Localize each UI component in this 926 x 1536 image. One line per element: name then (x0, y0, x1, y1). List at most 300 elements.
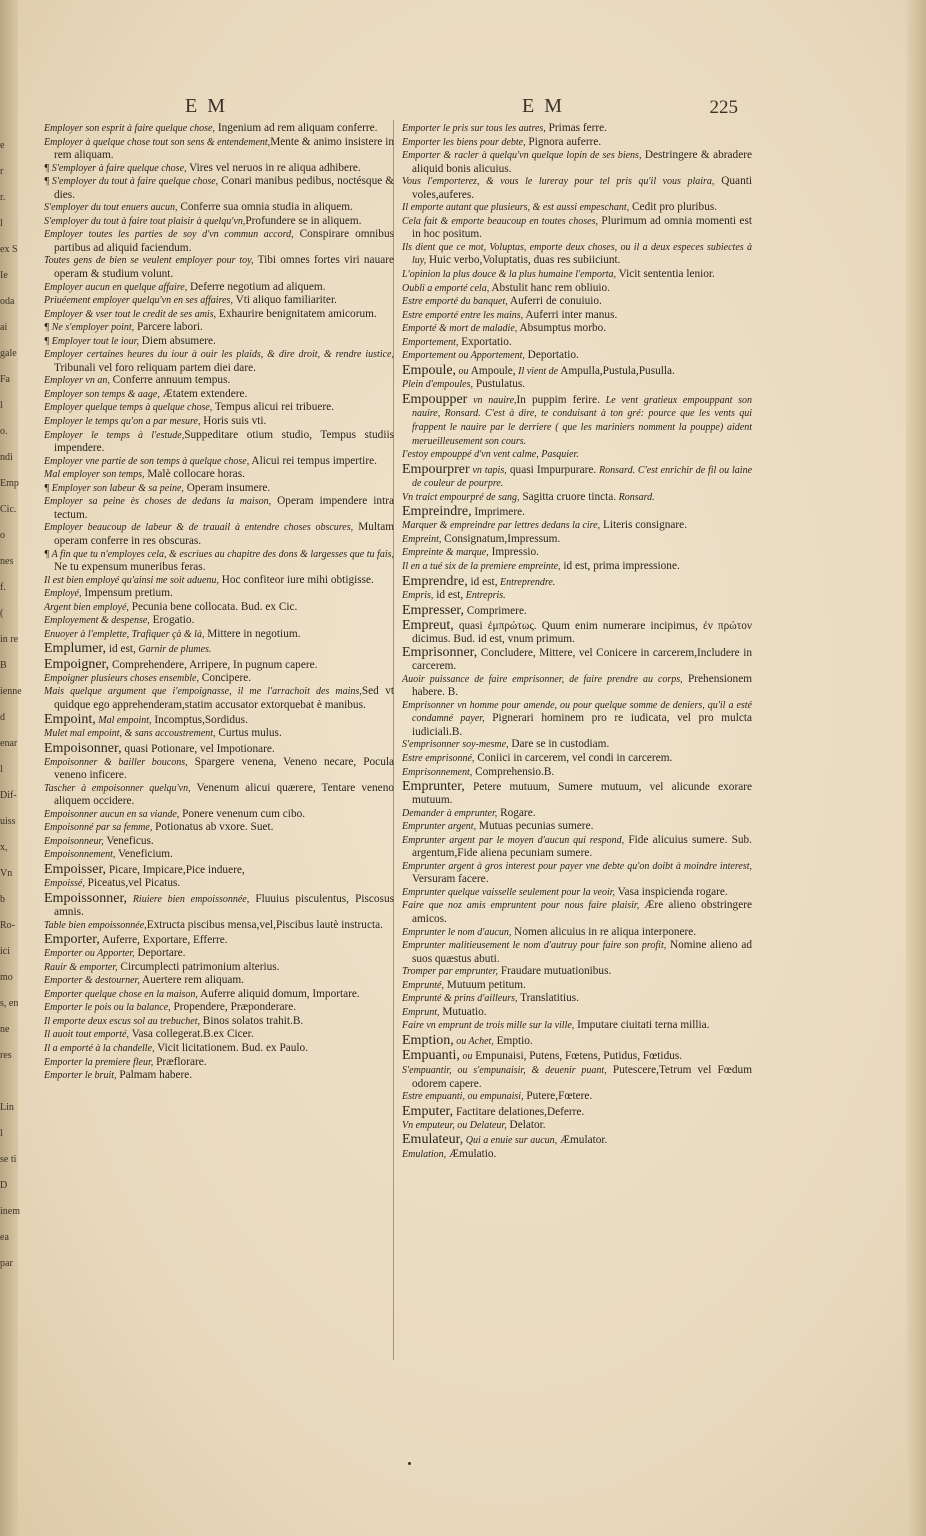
latin-gloss: Deportatio. (524, 349, 579, 362)
french-phrase: Emporter & racler à quelqu'vn quelque lopin de ses biens, (402, 150, 642, 162)
french-phrase: Marquer & empreindre par lettres dedans la cire, (402, 520, 601, 532)
latin-gloss: Alicui rei tempus impertire. (249, 454, 377, 467)
sub-entry (44, 919, 394, 933)
headword: Empoupper (402, 391, 468, 407)
latin-gloss: Æmulator. (557, 1134, 608, 1147)
sub-entry (402, 491, 752, 505)
margin-fragment: Cic. (0, 504, 17, 515)
headword-entry (44, 891, 394, 919)
french-phrase: Emulation, (402, 1148, 447, 1160)
latin-gloss: Empunaisi, Putens, Fœtens, Putidus, Fœtidus. (472, 1050, 683, 1063)
french-phrase: Employer sa peine ès choses de dedans la maison, (44, 496, 272, 508)
sub-entry (402, 378, 752, 392)
french-phrase: Mais quelque argument que i'empoignasse, il me l'arrachoit des mains, (44, 686, 362, 698)
margin-fragment: l (0, 764, 3, 775)
french-phrase: Emporté & mort de maladie, (402, 323, 518, 335)
sub-entry (44, 321, 394, 335)
sub-entry (44, 1015, 394, 1029)
latin-gloss: Deportare. (134, 947, 186, 960)
headword-entry (402, 645, 752, 673)
latin-gloss: Piceatus,vel Picatus. (84, 876, 181, 889)
latin-gloss: Tibi omnes fortes viri nauare operam & studium volunt. (54, 254, 395, 281)
latin-gloss: Ætatem extendere. (159, 387, 248, 400)
french-phrase: Empreint, (402, 533, 442, 545)
latin-gloss: Pignerari hominem pro re iudicata, vel pro mulcta iudiciali.B. (412, 712, 752, 738)
french-phrase: Employer vn an, (44, 375, 110, 387)
french-phrase: Ils dient que ce mot, Voluptas, emporte deux choses, ou il a deux especes subiectes à luy, (402, 241, 752, 267)
french-phrase: I'estoy empouppé d'vn vent calme, Pasquier. (402, 449, 579, 461)
french-phrase: Employer son temps & aage, (44, 388, 160, 400)
french-phrase: Faire que noz amis empruntent pour nous faire plaisir, (402, 900, 640, 912)
headword: Empreindre, (402, 504, 472, 520)
headword-entry (44, 712, 394, 728)
margin-fragment: oda (0, 296, 15, 307)
french-phrase: Employer & vser tout le credit de ses amis, (44, 308, 217, 320)
headword: Emprendre, (402, 573, 468, 589)
margin-fragment: b (0, 894, 5, 905)
margin-fragment: gale (0, 348, 17, 359)
french-phrase: Tascher à empoisonner quelqu'vn, (44, 782, 191, 794)
sub-entry (44, 961, 394, 975)
latin-gloss: Malè collocare horas. (144, 468, 245, 481)
french-phrase: Estre empuanti, ou empunaisi, (402, 1091, 524, 1103)
margin-fragment: l (0, 400, 3, 411)
margin-fragment: uiss (0, 816, 16, 827)
sub-entry (402, 820, 752, 834)
sub-entry (44, 628, 394, 642)
latin-gloss: Binos solatos trahit.B. (199, 1014, 304, 1027)
sub-entry (44, 455, 394, 469)
sub-entry (402, 122, 752, 136)
sub-entry (44, 835, 394, 849)
sub-entry (44, 672, 394, 686)
french-phrase: Empoisonneur, (44, 835, 104, 847)
latin-gloss: Impressio. (488, 546, 539, 559)
latin-gloss: Rogare. (497, 806, 536, 819)
french-phrase: Tromper par emprunter, (402, 966, 499, 978)
sub-entry (402, 560, 752, 574)
margin-fragment: s, en (0, 998, 19, 1009)
margin-fragment: Emp (0, 478, 19, 489)
sub-entry (402, 834, 752, 860)
latin-gloss: Multam operam conferre in res obscuras. (54, 521, 394, 547)
sub-entry (402, 533, 752, 547)
latin-gloss: Picare, Impicare,Pice induere, (106, 863, 245, 876)
latin-gloss: Diem absumere. (138, 334, 216, 347)
latin-gloss: Mutuum petitum. (443, 978, 526, 991)
french-phrase: Empoigner plusieurs choses ensemble, (44, 672, 199, 684)
french-phrase: Emprisonnement, (402, 766, 473, 778)
french-phrase: Emprunté & prins d'ailleurs, (402, 993, 518, 1005)
sub-entry (44, 988, 394, 1002)
latin-gloss: id est, prima impressione. (560, 559, 680, 572)
margin-fragment: Vn (0, 868, 13, 879)
french-phrase: Emportement ou Apportement, (402, 350, 525, 362)
latin-gloss: Imputare ciuitati terna millia. (574, 1019, 710, 1032)
sub-entry (44, 468, 394, 482)
french-phrase: Emporter quelque chose en la maison, (44, 988, 198, 1000)
latin-gloss: Hoc confiteor iure mihi obtigisse. (218, 573, 374, 586)
headword: Empuanti, (402, 1048, 460, 1064)
margin-fragment: Ro- (0, 920, 15, 931)
latin-gloss: Potionatus ab vxore. Suet. (152, 821, 274, 834)
french-phrase: Toutes gens de bien se veulent employer pour toy, (44, 255, 254, 267)
margin-fragment: r. (0, 192, 6, 203)
latin-gloss: Ære alieno obstringere amicos. (412, 899, 752, 925)
sub-entry (44, 1056, 394, 1070)
latin-gloss: In puppim ferire. (516, 393, 600, 406)
margin-fragment: ex S (0, 244, 18, 255)
sub-entry (402, 309, 752, 323)
sub-entry (44, 482, 394, 496)
running-head-center: EM (522, 95, 572, 117)
headword: Emption, (402, 1032, 454, 1048)
latin-gloss: Deferre negotium ad aliquem. (187, 280, 326, 293)
headword-entry (402, 574, 752, 590)
sub-entry (44, 374, 394, 388)
margin-fragment: Dif- (0, 790, 17, 801)
latin-gloss: Nomen alicuius in re aliqua interponere. (511, 925, 697, 938)
sub-entry (44, 348, 394, 374)
margin-fragment: Fa (0, 374, 10, 385)
headword: Emprisonner, (402, 645, 478, 661)
ink-speck (408, 1462, 411, 1465)
french-phrase: Emprunter quelque vaisselle seulement pour la veoir, (402, 886, 616, 898)
french-phrase: Employé, (44, 588, 82, 600)
french-phrase: Emporter les biens pour debte, (402, 136, 526, 148)
sub-entry (402, 1064, 752, 1090)
latin-gloss: Pustulatus. (473, 378, 526, 391)
french-phrase: Emprunt, (402, 1006, 440, 1018)
french-phrase: ¶ Ne s'employer point, (44, 322, 135, 334)
french-phrase: Employer beaucoup de labeur & de trauail à entendre choses obscures, (44, 522, 354, 534)
french-phrase: Oubli a emporté cela, (402, 282, 490, 294)
french-phrase: S'empuantir, ou s'empunaisir, & deuenir puant, (402, 1065, 607, 1076)
headword-entry (402, 618, 752, 646)
sub-entry (44, 429, 394, 455)
french-phrase: Il est bien employé qu'ainsi me soit aduenu, (44, 574, 219, 586)
sub-entry (44, 228, 394, 254)
sub-entry (44, 727, 394, 741)
latin-gloss: Mutuatio. (439, 1005, 487, 1018)
sub-entry (44, 877, 394, 891)
french-phrase: Employer le temps qu'on a par mesure, (44, 416, 201, 428)
right-column (402, 122, 752, 1161)
french-phrase: Priuéement employer quelqu'vn en ses affaires, (44, 295, 233, 307)
sub-entry (44, 136, 394, 162)
page-number: 225 (709, 97, 738, 118)
headword-entry (402, 363, 752, 379)
french-phrase: Il en a tué six de la premiere empreinte, (402, 560, 561, 572)
latin-gloss: Præflorare. (153, 1055, 207, 1068)
french-phrase: Estre emporté entre les mains, (402, 309, 524, 321)
sub-entry (402, 926, 752, 940)
sub-entry (402, 268, 752, 282)
french-phrase: Employement & despense, (44, 615, 150, 627)
sub-entry (402, 752, 752, 766)
sub-entry (402, 699, 752, 739)
latin-gloss: Mente & animo insistere in rem aliquam. (54, 135, 395, 162)
headword: Empoisser, (44, 861, 107, 877)
latin-gloss: Ponere venenum cum cibo. (179, 807, 306, 820)
latin-gloss: Putere,Fœtere. (523, 1090, 593, 1103)
sub-entry (402, 295, 752, 309)
headword: Emputer, (402, 1103, 454, 1119)
french-phrase: Garnir de plumes. (135, 644, 212, 656)
latin-gloss: Fraudare mutuationibus. (498, 965, 612, 978)
sub-entry (44, 947, 394, 961)
french-phrase: Emprunté, (402, 979, 444, 991)
latin-gloss: Vasa inspicienda rogare. (615, 885, 728, 898)
margin-fragment: inem (0, 1206, 20, 1217)
latin-gloss: Auertere rem aliquam. (139, 974, 244, 987)
headword-entry (44, 862, 394, 877)
sub-entry (402, 349, 752, 363)
french-phrase: Argent bien employé, (44, 601, 129, 613)
headword: Empoigner, (44, 656, 110, 672)
french-phrase: Il a emporté à la chandelle, (44, 1043, 155, 1054)
french-phrase: ou (459, 1051, 473, 1063)
latin-gloss: id est, (467, 575, 498, 588)
french-phrase: ¶ Employer tout le iour, (44, 335, 139, 347)
latin-gloss: Sed vt quidque ego apprehenderam,statim accusator extorquebat è manibus. (54, 685, 395, 711)
sub-entry (44, 281, 394, 295)
running-head-left: EM (185, 95, 235, 117)
sub-entry (402, 1119, 752, 1133)
french-phrase: Emprunter le nom d'aucun, (402, 926, 512, 938)
latin-gloss: Tempus alicui rei tribuere. (212, 401, 334, 414)
latin-gloss: Primas ferre. (545, 122, 607, 134)
french-phrase: Empoissé, (44, 877, 85, 889)
latin-gloss: Propendere, Præponderare. (170, 1001, 297, 1014)
sub-entry (44, 388, 394, 402)
margin-fragment: res (0, 1050, 12, 1061)
sub-entry (402, 149, 752, 175)
sub-entry (402, 886, 752, 900)
french-phrase: Il auoit tout emporté, (44, 1029, 129, 1041)
margin-fragment: x, (0, 842, 8, 853)
margin-fragment: D (0, 1180, 8, 1191)
latin-gloss: Vires vel neruos in re aliqua adhibere. (186, 161, 361, 174)
latin-gloss: Concipere. (198, 671, 252, 684)
margin-fragment: ( (0, 608, 4, 619)
margin-fragment: Lin (0, 1102, 14, 1113)
latin-gloss: Conari manibus pedibus, noctésque & dies. (54, 175, 394, 201)
margin-fragment: nes (0, 556, 14, 567)
sub-entry (44, 974, 394, 988)
sub-entry (402, 201, 752, 215)
sub-entry (44, 574, 394, 588)
sub-entry (402, 860, 752, 886)
latin-gloss: Concludere, Mittere, vel Conicere in carcerem,Includere in carcerem. (412, 647, 752, 673)
latin-gloss: Profundere se in aliquem. (245, 214, 362, 227)
sub-entry (44, 614, 394, 628)
french-phrase: Emprunter argent, (402, 821, 477, 833)
sub-entry (44, 415, 394, 429)
latin-gloss: Extructa piscibus mensa,vel,Piscibus lautè instructa. (146, 918, 383, 931)
french-phrase: Emporter le bruit, (44, 1070, 117, 1082)
latin-gloss: Tribunali vel foro reliquam partem diei dare. (54, 361, 256, 374)
latin-gloss: Curtus mulus. (215, 727, 282, 740)
latin-gloss: id est, (433, 589, 464, 602)
french-phrase: Emporter la premiere fleur, (44, 1056, 154, 1068)
margin-fragment: r (0, 166, 4, 177)
latin-gloss: Spargere venena, Veneno necare, Pocula veneno inficere. (54, 755, 394, 782)
latin-gloss: Pignora auferre. (525, 135, 602, 148)
sub-entry (402, 965, 752, 979)
left-column (44, 122, 394, 1083)
french-phrase: Emporter le pois ou la balance, (44, 1002, 171, 1014)
latin-gloss: Coniici in carcerem, vel condi in carcerem. (474, 751, 673, 764)
french-phrase: Riuiere bien empoissonnée, (127, 893, 250, 905)
latin-gloss: Fide alicuius sumere. Sub. argentum,Fide aliena pecuniam sumere. (412, 833, 752, 860)
french-phrase: Mal employer son temps, (44, 469, 145, 481)
french-phrase: ¶ S'employer à faire quelque chose, (44, 162, 187, 174)
french-phrase: Estre emporté du banquet, (402, 296, 508, 308)
sub-entry (44, 587, 394, 601)
french-phrase: Plein d'empoules, (402, 379, 474, 391)
latin-gloss: Emptio. (493, 1034, 533, 1047)
french-phrase: Vn emputeur, ou Delateur, (402, 1119, 507, 1131)
latin-gloss: Sagitta cruore tincta. (519, 490, 617, 503)
latin-gloss: Fluuius pisculentus, Piscosus amnis. (54, 892, 394, 919)
sub-entry (44, 601, 394, 615)
headword-entry (402, 462, 752, 491)
sub-entry (44, 335, 394, 349)
margin-fragment: B (0, 660, 7, 671)
margin-fragment: ai (0, 322, 8, 333)
margin-fragment: l (0, 218, 3, 229)
sub-entry (44, 401, 394, 415)
latin-gloss: Ne tu expensum muneribus feras. (54, 561, 206, 574)
margin-fragment: ici (0, 946, 10, 957)
sub-entry (44, 1028, 394, 1042)
sub-entry (402, 1090, 752, 1104)
latin-gloss: Exportatio. (458, 335, 512, 348)
sub-entry (44, 821, 394, 835)
previous-page-margin-fragments (0, 140, 20, 1284)
latin-gloss: Huic verbo,Voluptatis, duas res subiiciunt. (426, 254, 621, 267)
french-phrase: Qui a enuie sur aucun, (463, 1135, 558, 1147)
headword: Empoissonner, (44, 890, 128, 906)
latin-gloss: Cedit pro pluribus. (629, 201, 718, 214)
french-phrase: ¶ Employer son labeur & sa peine, (44, 482, 184, 494)
french-phrase: Faire vn emprunt de trois mille sur la ville, (402, 1020, 575, 1032)
margin-fragment: mo (0, 972, 13, 983)
latin-gloss: Dare se in custodiam. (508, 738, 610, 751)
headword-entry (402, 1132, 752, 1148)
latin-gloss: Putescere,Tetrum vel Fœdum odorem capere. (412, 1064, 752, 1090)
headword-entry (402, 1104, 752, 1119)
margin-fragment: f. (0, 582, 6, 593)
margin-fragment: d (0, 712, 5, 723)
latin-gloss: Plurimum ad omnia momenti est in hoc positum. (412, 214, 752, 241)
margin-fragment: se ti (0, 1154, 17, 1165)
french-phrase: Demander à emprunter, (402, 807, 498, 819)
sub-entry (44, 162, 394, 176)
french-phrase: Entreprendre. (497, 576, 556, 588)
sub-entry (402, 448, 752, 462)
french-phrase: Ronsard. (616, 491, 655, 503)
french-phrase: Employer son esprit à faire quelque chose, (44, 123, 215, 134)
sub-entry (44, 1042, 394, 1056)
sub-entry (44, 1069, 394, 1083)
french-phrase: Enuoyer à l'emplette, Trafiquer çà & là, (44, 628, 205, 640)
latin-gloss: Factitare delationes,Deferre. (453, 1105, 585, 1118)
latin-gloss: Operam impendere intra tectum. (54, 495, 394, 521)
latin-gloss: Conferre sua omnia studia in aliquem. (177, 201, 353, 214)
sub-entry (402, 519, 752, 533)
headword-entry (44, 657, 394, 672)
french-phrase: Employer quelque temps à quelque chose, (44, 402, 213, 414)
latin-gloss: Petere mutuum, Sumere mutuum, vel alicunde exorare mutuum. (412, 781, 752, 807)
french-phrase: Emporter & destourner, (44, 975, 140, 987)
sub-entry (44, 294, 394, 308)
french-phrase: vn tapis, (469, 464, 507, 476)
headword: Empoint, (44, 711, 96, 727)
french-phrase: Auoir puissance de faire emprisonner, de faire prendre au corps, (402, 673, 683, 685)
sub-entry (402, 992, 752, 1006)
french-phrase: Estre emprisonné, (402, 752, 475, 764)
latin-gloss: Consignatum,Impressum. (441, 532, 561, 545)
sub-entry (402, 979, 752, 993)
french-phrase: Mal empoint, (95, 714, 152, 726)
french-phrase: Entrepris. (463, 590, 506, 602)
margin-fragment: enar (0, 738, 18, 749)
sub-entry (402, 766, 752, 780)
french-phrase: Ronsard. C'est enrichir de fil ou laine de couleur de pourpre. (412, 464, 753, 490)
sub-entry (44, 848, 394, 862)
sub-entry (44, 808, 394, 822)
margin-fragment: ndi (0, 452, 13, 463)
latin-gloss: Ingenium ad rem aliquam conferre. (215, 122, 378, 134)
sub-entry (402, 136, 752, 150)
sub-entry (44, 1001, 394, 1015)
french-phrase: Emprisonner vn homme pour amende, ou pour quelque somme de deniers, qu'il a esté condamné payer, (402, 699, 752, 725)
headword-entry (402, 603, 752, 618)
latin-gloss: Literis consignare. (600, 519, 688, 532)
french-phrase: ou (456, 365, 469, 377)
latin-gloss: Comprimere. (464, 604, 527, 617)
sub-entry (44, 201, 394, 215)
headword-entry (402, 1048, 752, 1064)
headword-entry (402, 392, 752, 448)
margin-fragment: ienne (0, 686, 22, 697)
latin-gloss: Comprehensio.B. (472, 765, 555, 778)
sub-entry (402, 282, 752, 296)
headword: Emplumer, (44, 641, 107, 657)
french-phrase: Employer le temps à l'estude, (44, 429, 185, 441)
page-right-edge (906, 0, 926, 1536)
headword: Empresser, (402, 602, 465, 618)
latin-gloss: Auferri inter manus. (523, 308, 618, 321)
french-phrase: vn nauire, (467, 394, 517, 406)
latin-gloss: Impensum pretium. (81, 587, 173, 600)
latin-gloss: Exhaurire benignitatem amicorum. (216, 307, 377, 320)
latin-gloss: Vasa collegerat.B.ex Cicer. (129, 1028, 254, 1041)
sub-entry (44, 175, 394, 201)
headword: Empourprer (402, 461, 470, 477)
sub-entry (402, 589, 752, 603)
french-phrase: Rauir & emporter, (44, 961, 118, 973)
french-phrase: Employer vne partie de son temps à quelque chose, (44, 455, 250, 467)
french-phrase: Mulet mal empoint, & sans accoustrement, (44, 728, 216, 740)
latin-gloss: Venenum alicui quærere, Tentare veneno aliquem occidere. (54, 781, 394, 808)
headword-entry (44, 641, 394, 657)
latin-gloss: Auferre aliquid domum, Importare. (197, 987, 360, 1000)
french-phrase: Vous l'emporterez, & vous le lureray pour tel pris qu'il vous plaira, (402, 176, 715, 188)
latin-gloss: Veneficus. (103, 834, 154, 847)
